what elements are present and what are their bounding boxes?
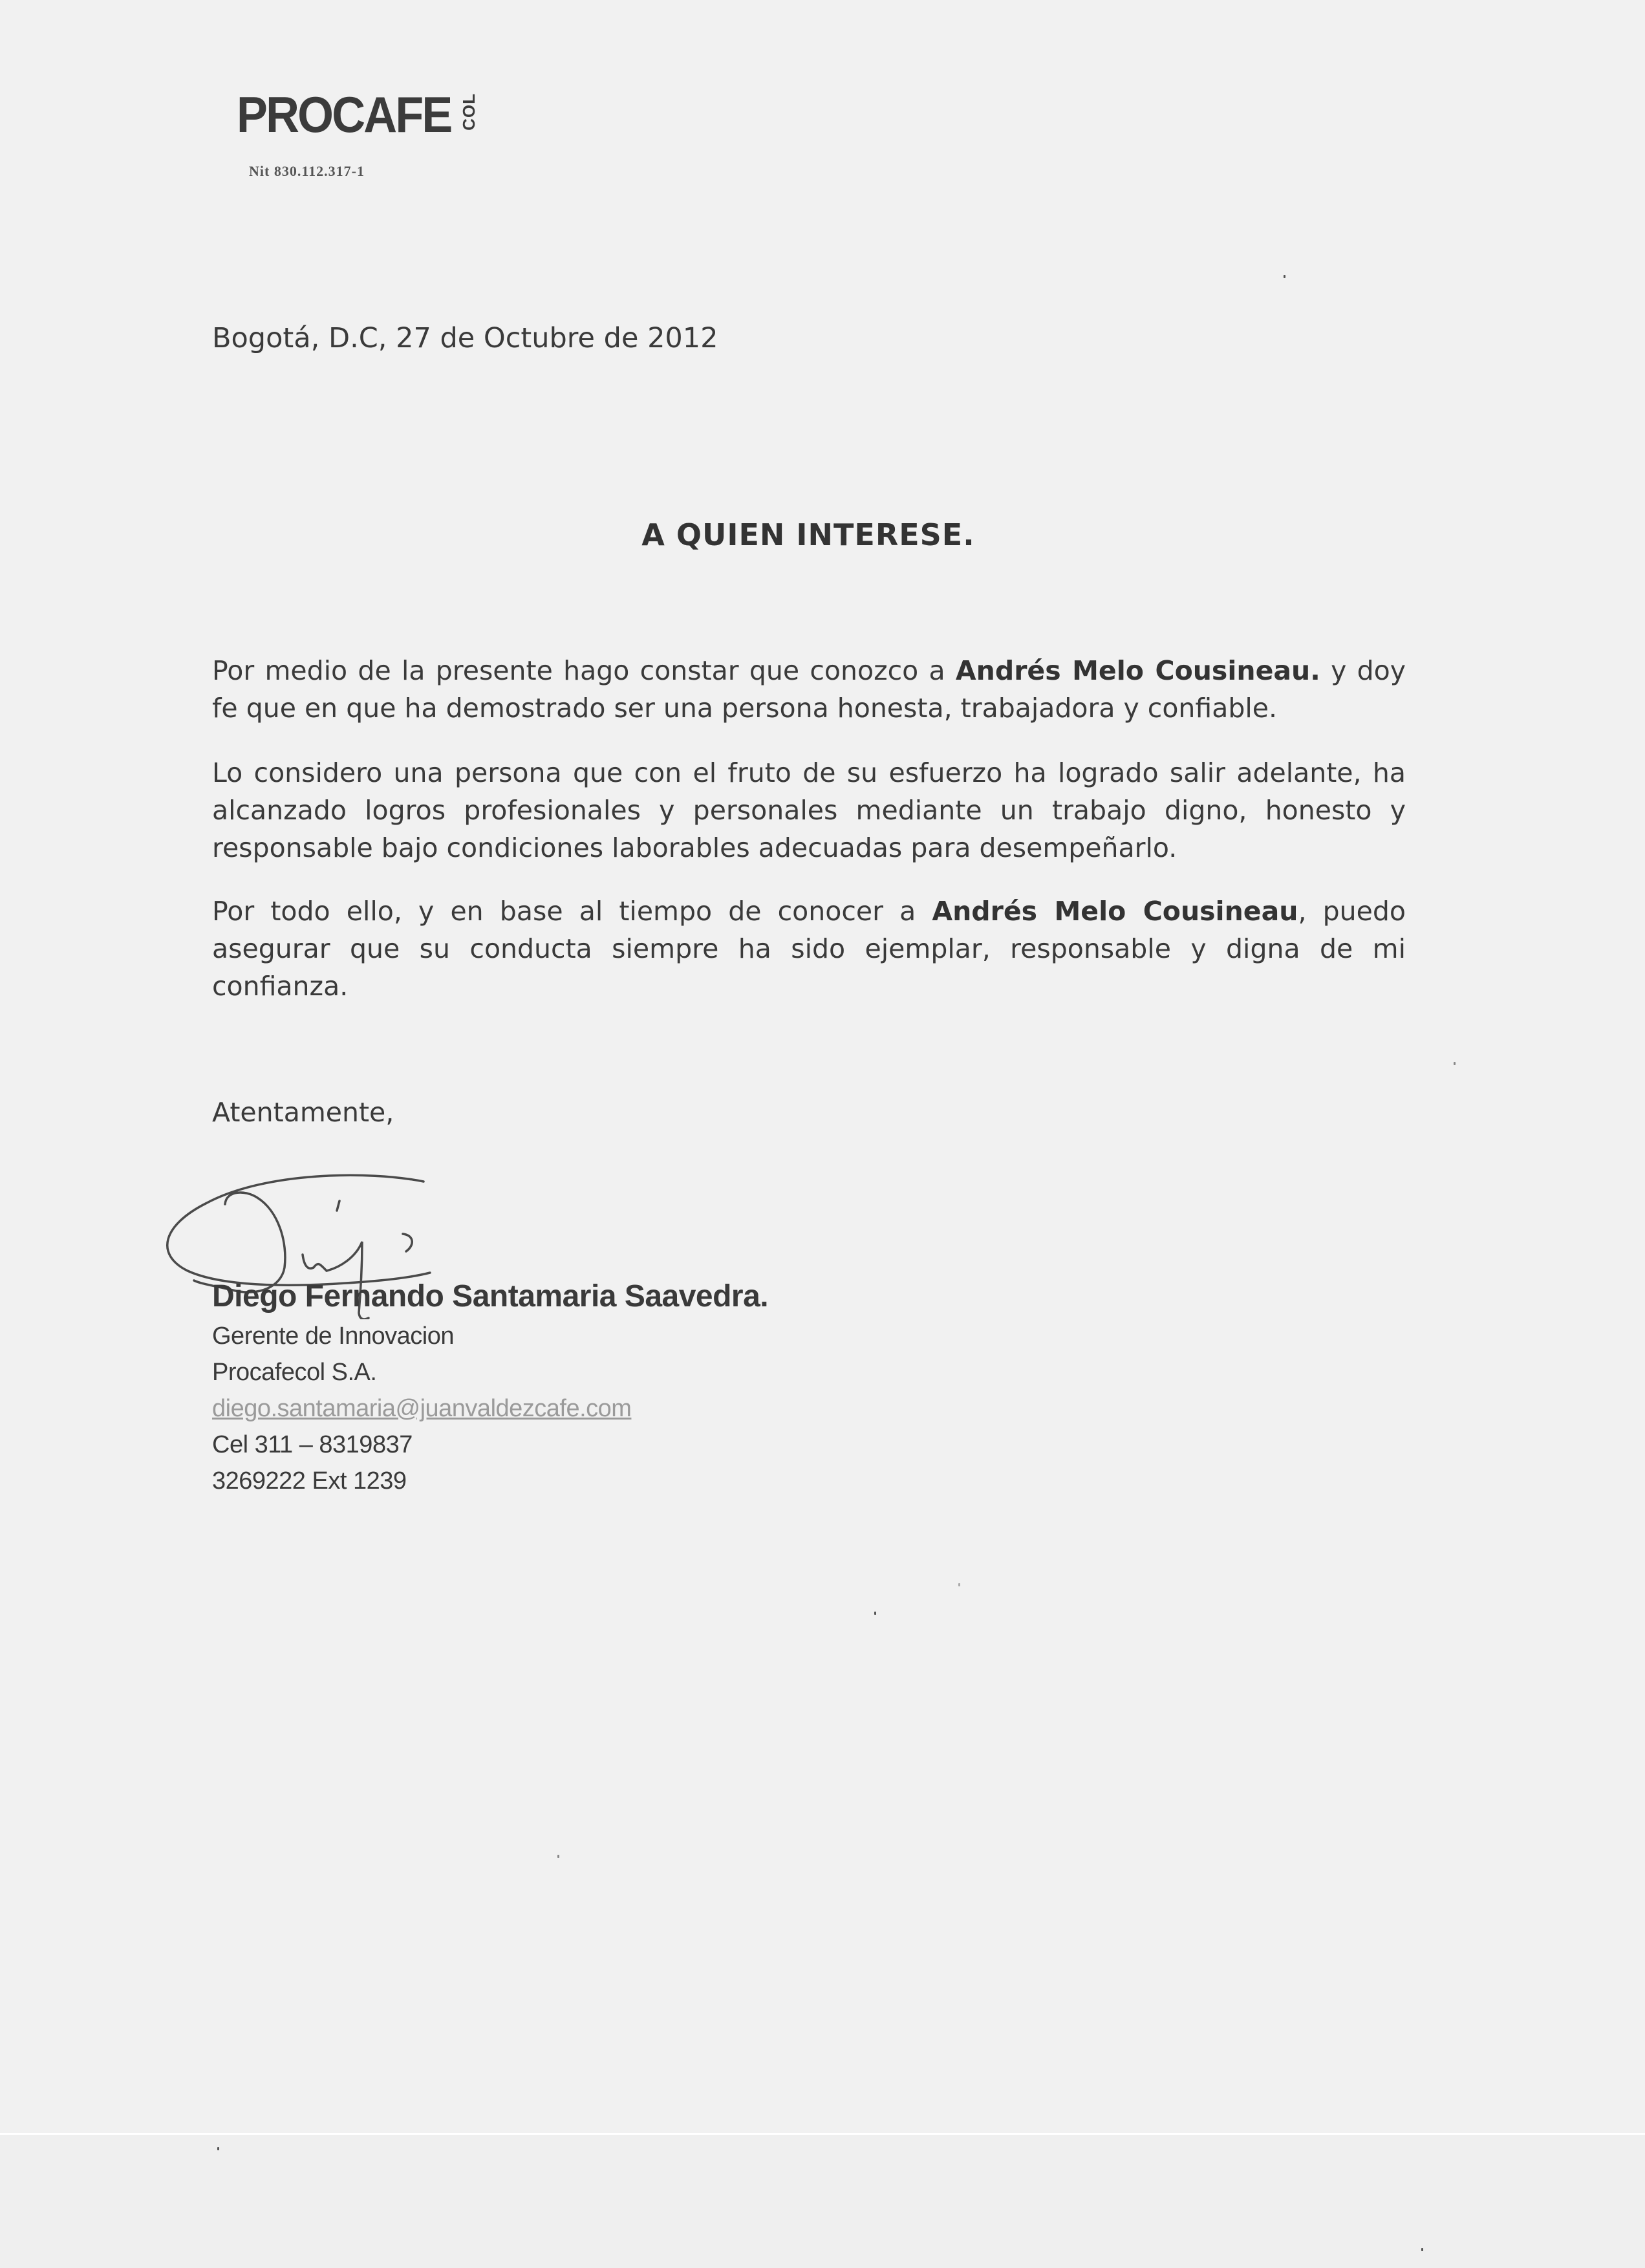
logo-suffix: COL: [459, 93, 479, 131]
scan-speck: [1421, 2248, 1423, 2251]
subject-name-2: Andrés Melo Cousineau: [932, 896, 1298, 927]
paragraph-1: [212, 652, 1406, 727]
scan-speck: [958, 1583, 960, 1586]
scan-speck: [874, 1612, 876, 1615]
signatory-block: [212, 1275, 768, 1499]
date-line: Bogotá, D.C, 27 de Octubre de 2012: [212, 322, 718, 354]
signatory-phone: 3269222 Ext 1239: [212, 1467, 407, 1495]
scan-speck: [217, 2147, 219, 2150]
paragraph-3-text-b: , puedo asegurar que su conducta siempre ha sido ejemplar, responsable y digna de mi confianza.: [212, 896, 1406, 1002]
subject-name-1: Andrés Melo Cousineau.: [955, 655, 1320, 686]
paragraph-3-text-a: Por todo ello, y en base al tiempo de conocer a: [212, 896, 932, 927]
signatory-company: Procafecol S.A.: [212, 1359, 377, 1386]
paragraph-2: Lo considero una persona que con el fruto de su esfuerzo ha logrado salir adelante, ha alcanzado logros profesionales y personales mediante un trabajo digno, honesto y responsable bajo condiciones laborables adecuadas para desempeñarlo.: [212, 757, 1406, 863]
scan-speck: [1454, 1062, 1456, 1065]
signature-accent: [337, 1201, 339, 1211]
signatory-cell: Cel 311 – 8319837: [212, 1431, 413, 1458]
scan-speck: [557, 1855, 559, 1858]
tax-id: Nit 830.112.317-1: [249, 163, 365, 179]
scan-speck: [1284, 275, 1285, 278]
closing-salutation: Atentamente,: [212, 1097, 394, 1128]
company-logo: [237, 86, 479, 143]
logo-wordmark: PROCAFE: [237, 86, 451, 143]
signature-outer-loop: [167, 1175, 430, 1285]
signatory-name: Diego Fernando Santamaria Saavedra.: [212, 1279, 769, 1313]
paragraph-1-text-b: y doy fe que en que ha demostrado ser una persona honesta, trabajadora y confiable.: [212, 655, 1406, 724]
signatory-email-link[interactable]: diego.santamaria@juanvaldezcafe.com: [212, 1395, 632, 1422]
signatory-position: Gerente de Innovacion: [212, 1323, 454, 1350]
scanner-seam-lower-page: [0, 2133, 1645, 2268]
paragraph-3: [212, 892, 1406, 1005]
signature-tail: [403, 1234, 412, 1251]
letter-title: A QUIEN INTERESE.: [641, 517, 975, 552]
paragraph-1-text-a: Por medio de la presente hago constar que conozco a: [212, 655, 956, 686]
